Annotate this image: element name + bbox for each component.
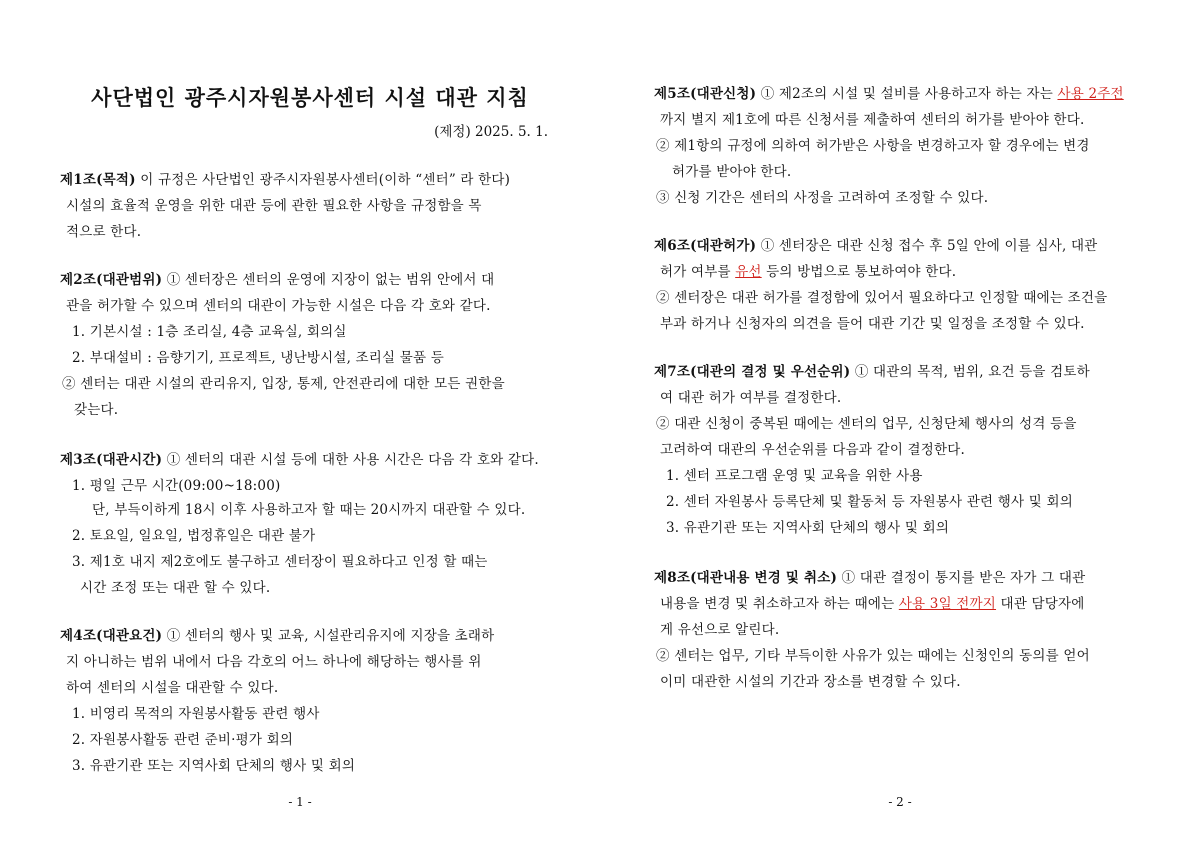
highlight-two-weeks-before: 사용 2주전 — [1057, 86, 1124, 102]
article-2-line-1: 제2조(대관범위) ① 센터장은 센터의 운영에 지장이 없는 범위 안에서 대 — [60, 272, 495, 288]
article-8-heading: 제8조(대관내용 변경 및 취소) — [654, 570, 838, 586]
article-3-item-2: 2. 토요일, 일요일, 법정휴일은 대관 불가 — [72, 528, 316, 544]
article-2-para-2: ② 센터는 대관 시설의 관리유지, 입장, 통제, 안전관리에 대한 모든 권한을 — [62, 376, 505, 392]
article-3-item-1-note: 단, 부득이하게 18시 이후 사용하고자 할 때는 20시까지 대관할 수 있다. — [92, 502, 526, 518]
article-8-line-3: 게 유선으로 알린다. — [660, 622, 780, 638]
article-3-item-3-cont: 시간 조정 또는 대관 할 수 있다. — [80, 580, 271, 596]
article-6-para-2: ② 센터장은 대관 허가를 결정함에 있어서 필요하다고 인정할 때에는 조건을 — [656, 290, 1108, 306]
article-3-item-1: 1. 평일 근무 시간(09:00~18:00) — [72, 478, 281, 494]
article-1-heading: 제1조(목적) — [60, 172, 136, 188]
article-4-item-1: 1. 비영리 목적의 자원봉사활동 관련 행사 — [72, 706, 320, 722]
article-7-item-3: 3. 유관기관 또는 지역사회 단체의 행사 및 회의 — [666, 520, 950, 536]
article-6-heading: 제6조(대관허가) — [654, 238, 757, 254]
article-2-heading: 제2조(대관범위) — [60, 272, 163, 288]
article-3-line-1: 제3조(대관시간) ① 센터의 대관 시설 등에 대한 사용 시간은 다음 각 호와 같다. — [60, 452, 539, 468]
article-3-heading: 제3조(대관시간) — [60, 452, 163, 468]
page-number-1: - 1 - — [288, 795, 312, 809]
article-7-para-2: ② 대관 신청이 중복된 때에는 센터의 업무, 신청단체 행사의 성격 등을 — [656, 416, 1077, 432]
article-4-line-2: 지 아니하는 범위 내에서 다음 각호의 어느 하나에 해당하는 행사를 위 — [66, 654, 482, 670]
article-4-item-2: 2. 자원봉사활동 관련 준비·평가 회의 — [72, 732, 294, 748]
article-7-para-2-cont: 고려하여 대관의 우선순위를 다음과 같이 결정한다. — [660, 442, 966, 458]
highlight-three-days-before: 사용 3일 전까지 — [898, 596, 997, 612]
article-8-para-2: ② 센터는 업무, 기타 부득이한 사유가 있는 때에는 신청인의 동의를 얻어 — [656, 648, 1090, 664]
article-8-line-1: 제8조(대관내용 변경 및 취소) ① 대관 결정이 통지를 받은 자가 그 대관 — [654, 570, 1086, 586]
document-title: 사단법인 광주시자원봉사센터 시설 대관 지침 — [91, 85, 529, 110]
article-4-item-3: 3. 유관기관 또는 지역사회 단체의 행사 및 회의 — [72, 758, 356, 774]
article-1-line-2: 시설의 효율적 운영을 위한 대관 등에 관한 필요한 사항을 규정함을 목 — [66, 198, 482, 214]
page-2 — [600, 0, 1200, 848]
article-5-para-2: ② 제1항의 규정에 의하여 허가받은 사항을 변경하고자 할 경우에는 변경 — [656, 138, 1090, 154]
article-7-heading: 제7조(대관의 결정 및 우선순위) — [654, 364, 851, 380]
article-1-line-3: 적으로 한다. — [66, 224, 142, 240]
article-5-line-1: 제5조(대관신청) ① 제2조의 시설 및 설비를 사용하고자 하는 자는 사용 2주전 — [654, 86, 1124, 102]
article-6-line-1: 제6조(대관허가) ① 센터장은 대관 신청 접수 후 5일 안에 이를 심사, 대관 — [654, 238, 1098, 254]
enactment-date: (제정) 2025. 5. 1. — [434, 124, 548, 140]
article-4-heading: 제4조(대관요건) — [60, 628, 163, 644]
article-4-line-3: 하여 센터의 시설을 대관할 수 있다. — [66, 680, 279, 696]
article-4-line-1: 제4조(대관요건) ① 센터의 행사 및 교육, 시설관리유지에 지장을 초래하 — [60, 628, 495, 644]
article-8-line-2: 내용을 변경 및 취소하고자 하는 때에는 사용 3일 전까지 대관 담당자에 — [660, 596, 1085, 612]
article-2-item-1: 1. 기본시설 : 1층 조리실, 4층 교육실, 회의실 — [72, 324, 347, 340]
article-6-line-2: 허가 여부를 유선 등의 방법으로 통보하여야 한다. — [660, 264, 957, 280]
article-8-para-2-cont: 이미 대관한 시설의 기간과 장소를 변경할 수 있다. — [660, 674, 961, 690]
article-2-item-2: 2. 부대설비 : 음향기기, 프로젝트, 냉난방시설, 조리실 물품 등 — [72, 350, 444, 366]
article-2-line-2: 관을 허가할 수 있으며 센터의 대관이 가능한 시설은 다음 각 호와 같다. — [66, 298, 491, 314]
article-2-para-2-cont: 갖는다. — [74, 402, 119, 418]
article-7-line-1: 제7조(대관의 결정 및 우선순위) ① 대관의 목적, 범위, 요건 등을 검토하 — [654, 364, 1090, 380]
article-5-para-3: ③ 신청 기간은 센터의 사정을 고려하여 조정할 수 있다. — [656, 190, 989, 206]
article-7-line-2: 여 대관 허가 여부를 결정한다. — [660, 390, 842, 406]
article-6-para-2-cont: 부과 하거나 신청자의 의견을 들어 대관 기간 및 일정을 조정할 수 있다. — [660, 316, 1085, 332]
article-5-line-2: 까지 별지 제1호에 따른 신청서를 제출하여 센터의 허가를 받아야 한다. — [660, 112, 1085, 128]
highlight-phone: 유선 — [735, 264, 762, 280]
article-5-para-2-cont: 허가를 받아야 한다. — [672, 164, 792, 180]
article-3-item-3: 3. 제1호 내지 제2호에도 불구하고 센터장이 필요하다고 인정 할 때는 — [72, 554, 488, 570]
page-number-2: - 2 - — [888, 795, 912, 809]
article-7-item-2: 2. 센터 자원봉사 등록단체 및 활동처 등 자원봉사 관련 행사 및 회의 — [666, 494, 1073, 510]
article-7-item-1: 1. 센터 프로그램 운영 및 교육을 위한 사용 — [666, 468, 923, 484]
article-1-line-1: 제1조(목적) 이 규정은 사단법인 광주시자원봉사센터(이하 “센터” 라 한다) — [60, 172, 511, 188]
article-5-heading: 제5조(대관신청) — [654, 86, 757, 102]
